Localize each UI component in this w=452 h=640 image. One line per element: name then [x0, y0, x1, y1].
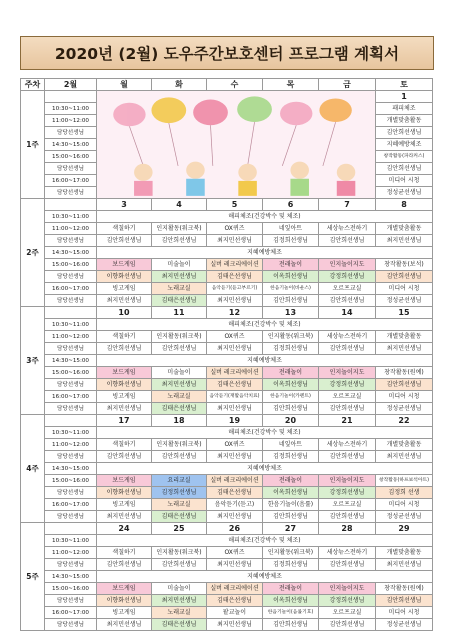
teacher-name: 최지민선생님: [207, 343, 263, 355]
time-slot: 담당선생님: [45, 271, 97, 283]
time-slot: 담당선생님: [45, 295, 97, 307]
program-activity: 인지활동(워크북): [152, 331, 207, 343]
month-blank: [45, 199, 97, 211]
program-activity: 이옥희선생님: [263, 595, 319, 607]
program-activity: 이옥희선생님: [263, 379, 319, 391]
program-activity: 김태은선생님: [152, 295, 207, 307]
program-activity: 세상뉴스전하기: [319, 439, 376, 451]
program-activity: 이향화선생님: [97, 379, 152, 391]
program-activity: 김태은선생님: [207, 487, 263, 499]
teacher-name: 음악듣기(듣고부르기): [207, 283, 263, 295]
teacher-name: 최지민선생님: [376, 451, 433, 463]
program-activity: 김안희선생님: [376, 379, 433, 391]
teacher-name: 미디어 시청: [376, 499, 433, 511]
teacher-name: 김안희선생님: [319, 343, 376, 355]
day-header-fri: 금: [319, 79, 376, 91]
teacher-name: 빙고게임: [97, 499, 152, 511]
teacher-name: 최지민선생님: [376, 559, 433, 571]
teacher-name: 실버 레크리에이션: [207, 259, 263, 271]
teacher-name: 김안희선생님: [319, 235, 376, 247]
program-activity: 정성균선생님: [376, 511, 433, 523]
time-slot: 10:30~11:00: [45, 103, 97, 115]
month-blank: [45, 91, 97, 103]
teacher-name: 전래놀이: [263, 259, 319, 271]
month-blank: [45, 415, 97, 427]
day-number: 7: [319, 199, 376, 211]
time-slot: 15:00~16:00: [45, 259, 97, 271]
teacher-name: 보드게임: [97, 475, 152, 487]
teacher-name: 실버 레크리에이션: [207, 475, 263, 487]
time-slot: 16:00~17:00: [45, 607, 97, 619]
program-activity: 강정희선생님: [319, 379, 376, 391]
program-activity: 인지활동(워크북): [152, 223, 207, 235]
dementia-prevention-exercise: 지혜예방체조: [97, 355, 433, 367]
time-slot: 15:00~16:00: [45, 583, 97, 595]
program-activity: 강정희선생님: [319, 271, 376, 283]
teacher-name: 김안희선생님: [152, 559, 207, 571]
program-activity: 색칠하기: [97, 331, 152, 343]
time-slot: 담당선생님: [45, 127, 97, 139]
time-slot: 14:30~15:00: [45, 355, 97, 367]
teacher-name: 김안희선생님: [97, 451, 152, 463]
time-slot: 담당선생님: [45, 403, 97, 415]
day-number: 5: [207, 199, 263, 211]
time-slot: 16:00~17:00: [45, 499, 97, 511]
day-number: 29: [376, 523, 433, 535]
day-number: 22: [376, 415, 433, 427]
day-number: 17: [97, 415, 152, 427]
happy-exercise-activity: 해피체조(건강박수 및 체조): [97, 535, 433, 547]
time-slot: 16:00~17:00: [45, 175, 97, 187]
teacher-name: 김안희선생님: [152, 451, 207, 463]
teacher-name: 한음기놀이(음률): [263, 499, 319, 511]
program-activity: 인지활동(워크북): [152, 547, 207, 559]
teacher-name: 창작활동(보석): [376, 259, 433, 271]
program-activity: 김안희선생님: [376, 271, 433, 283]
program-activity: 강정희선생님: [319, 487, 376, 499]
day-number: 8: [376, 199, 433, 211]
saturday-activity: 김안희선생님: [376, 127, 433, 139]
time-slot: 담당선생님: [45, 187, 97, 199]
month-blank: [45, 523, 97, 535]
teacher-name: 보드게임: [97, 367, 152, 379]
teacher-name: 미술놀이: [152, 259, 207, 271]
saturday-activity: 지혜예방체조: [376, 139, 433, 151]
day-header-tue: 화: [152, 79, 207, 91]
teacher-name: 한음기놀이(바운스): [263, 283, 319, 295]
day-header-sat: 토: [376, 79, 433, 91]
time-slot: 11:00~12:00: [45, 223, 97, 235]
program-activity: 김태은선생님: [207, 271, 263, 283]
teacher-name: 최지민선생님: [207, 559, 263, 571]
teacher-name: 김정희선생님: [263, 451, 319, 463]
time-slot: 담당선생님: [45, 163, 97, 175]
program-activity: 이옥희선생님: [263, 487, 319, 499]
teacher-name: 최지민선생님: [207, 235, 263, 247]
program-activity: 김태은선생님: [152, 619, 207, 631]
program-activity: 개별맞춤활동: [376, 547, 433, 559]
week-label: 2주: [21, 199, 45, 307]
time-slot: 담당선생님: [45, 343, 97, 355]
teacher-name: 보드게임: [97, 583, 152, 595]
program-activity: 김안희선생님: [319, 511, 376, 523]
program-activity: 김태은선생님: [207, 595, 263, 607]
program-activity: 최지민선생님: [207, 511, 263, 523]
day-number: 15: [376, 307, 433, 319]
program-activity: 색칠하기: [97, 223, 152, 235]
teacher-name: 빙고게임: [97, 607, 152, 619]
day-number: 24: [97, 523, 152, 535]
balloons-children-illustration: [97, 91, 375, 198]
week-header: 주차: [21, 79, 45, 91]
teacher-name: 실버 레크리에이션: [207, 367, 263, 379]
program-activity: 인지활동(워크북): [263, 547, 319, 559]
teacher-name: 인지놀이지도: [319, 259, 376, 271]
teacher-name: 한음기놀이(음률기호): [263, 607, 319, 619]
teacher-name: 음악듣기(듣고): [207, 499, 263, 511]
program-activity: 개별맞춤활동: [376, 223, 433, 235]
time-slot: 15:00~16:00: [45, 151, 97, 163]
program-activity: 네잎아트: [263, 439, 319, 451]
program-activity: 김안희선생님: [263, 511, 319, 523]
month-header: 2월: [45, 79, 97, 91]
program-activity: 최지민선생님: [152, 595, 207, 607]
program-activity: 최지민선생님: [97, 295, 152, 307]
teacher-name: 전래놀이: [263, 367, 319, 379]
teacher-name: 요리교실: [152, 475, 207, 487]
happy-exercise-activity: 해피체조(건강박수 및 체조): [97, 319, 433, 331]
teacher-name: 오르프교실: [319, 607, 376, 619]
time-slot: 11:00~12:00: [45, 115, 97, 127]
teacher-name: 팥교놀이: [207, 607, 263, 619]
teacher-name: 미술놀이: [152, 583, 207, 595]
teacher-name: 노래교실: [152, 391, 207, 403]
time-slot: 담당선생님: [45, 619, 97, 631]
time-slot: 담당선생님: [45, 559, 97, 571]
program-activity: 세상뉴스전하기: [319, 331, 376, 343]
program-activity: 네잎아트: [263, 223, 319, 235]
festival-illustration: [97, 91, 376, 199]
time-slot: 15:00~16:00: [45, 367, 97, 379]
program-activity: 김안희선생님: [319, 403, 376, 415]
saturday-activity: 개별맞춤활동: [376, 115, 433, 127]
program-activity: 이향화선생님: [97, 487, 152, 499]
teacher-name: 실버 레크리에이션: [207, 583, 263, 595]
program-activity: 정성균선생님: [376, 295, 433, 307]
dementia-prevention-exercise: 지혜예방체조: [97, 571, 433, 583]
day-number: 6: [263, 199, 319, 211]
program-schedule-table: [20, 78, 433, 631]
page-title: 2020년 (2월) 도우주간보호센터 프로그램 계획서: [20, 36, 434, 70]
saturday-activity: 김안희선생님: [376, 163, 433, 175]
program-activity: 세상뉴스전하기: [319, 223, 376, 235]
day-header-thu: 목: [263, 79, 319, 91]
happy-exercise-activity: 해피체조(건강박수 및 체조): [97, 427, 433, 439]
time-slot: 16:00~17:00: [45, 283, 97, 295]
saturday-activity: 패피체조: [376, 103, 433, 115]
day-number: 25: [152, 523, 207, 535]
saturday-activity: 정성균선생님: [376, 187, 433, 199]
teacher-name: 빙고게임: [97, 283, 152, 295]
day-number: 26: [207, 523, 263, 535]
teacher-name: 빙고게임: [97, 391, 152, 403]
day-number: 21: [319, 415, 376, 427]
teacher-name: 김안희선생님: [97, 559, 152, 571]
teacher-name: 미디어 시청: [376, 607, 433, 619]
time-slot: 10:30~11:00: [45, 319, 97, 331]
teacher-name: 오르프교실: [319, 499, 376, 511]
time-slot: 11:00~12:00: [45, 331, 97, 343]
program-activity: 김태은선생님: [152, 511, 207, 523]
time-slot: 담당선생님: [45, 379, 97, 391]
teacher-name: 최지민선생님: [376, 235, 433, 247]
day-header-mon: 월: [97, 79, 152, 91]
program-activity: 개별맞춤활동: [376, 439, 433, 451]
program-activity: 최지민선생님: [207, 295, 263, 307]
program-activity: OX퀴즈: [207, 547, 263, 559]
teacher-name: 인지놀이지도: [319, 475, 376, 487]
program-activity: OX퀴즈: [207, 223, 263, 235]
time-slot: 11:00~12:00: [45, 439, 97, 451]
teacher-name: 오르프교실: [319, 283, 376, 295]
program-activity: 정성균선생님: [376, 403, 433, 415]
week-label: 4주: [21, 415, 45, 523]
time-slot: 10:30~11:00: [45, 427, 97, 439]
program-activity: 최지민선생님: [97, 619, 152, 631]
dementia-prevention-exercise: 지혜예방체조: [97, 247, 433, 259]
program-activity: 김정희선생님: [152, 487, 207, 499]
time-slot: 10:30~11:00: [45, 535, 97, 547]
teacher-name: 미디어 시청: [376, 391, 433, 403]
program-activity: 김안희선생님: [263, 403, 319, 415]
time-slot: 14:30~15:00: [45, 571, 97, 583]
program-activity: 최지민선생님: [97, 403, 152, 415]
teacher-name: 김안희선생님: [152, 235, 207, 247]
teacher-name: 최지민선생님: [376, 343, 433, 355]
program-activity: 김안희선생님: [319, 295, 376, 307]
saturday-activity: 창작활동(파라커스): [376, 151, 433, 163]
time-slot: 16:00~17:00: [45, 391, 97, 403]
teacher-name: 김안희선생님: [319, 559, 376, 571]
teacher-name: 전래놀이: [263, 583, 319, 595]
program-activity: 최지민선생님: [207, 403, 263, 415]
time-slot: 14:30~15:00: [45, 247, 97, 259]
day-header-wed: 수: [207, 79, 263, 91]
teacher-name: 인지놀이지도: [319, 367, 376, 379]
program-activity: 김태은선생님: [207, 379, 263, 391]
time-slot: 담당선생님: [45, 595, 97, 607]
teacher-name: 음악듣기(재활음악치료): [207, 391, 263, 403]
time-slot: 14:30~15:00: [45, 463, 97, 475]
time-slot: 10:30~11:00: [45, 211, 97, 223]
time-slot: 담당선생님: [45, 487, 97, 499]
teacher-name: 창작활동(하프보석아트): [376, 475, 433, 487]
teacher-name: 보드게임: [97, 259, 152, 271]
teacher-name: 김안희선생님: [97, 235, 152, 247]
teacher-name: 한음기놀이(카펜트): [263, 391, 319, 403]
teacher-name: 김안희선생님: [319, 451, 376, 463]
program-activity: OX퀴즈: [207, 439, 263, 451]
program-activity: 색칠하기: [97, 547, 152, 559]
program-activity: 강정희선생님: [319, 595, 376, 607]
program-activity: 김안희선생님: [263, 619, 319, 631]
program-activity: 김안희선생님: [376, 595, 433, 607]
program-activity: 이향화선생님: [97, 271, 152, 283]
teacher-name: 김안희선생님: [97, 343, 152, 355]
program-activity: 세상뉴스전하기: [319, 547, 376, 559]
program-activity: 최지민선생님: [207, 619, 263, 631]
program-activity: 최지민선생님: [97, 511, 152, 523]
day-number: 12: [207, 307, 263, 319]
teacher-name: 미디어 시청: [376, 283, 433, 295]
program-activity: OX퀴즈: [207, 331, 263, 343]
month-blank: [45, 307, 97, 319]
program-activity: 인지활동(워크북): [152, 439, 207, 451]
day-number: 11: [152, 307, 207, 319]
teacher-name: 김정희선생님: [263, 343, 319, 355]
program-activity: 김안희선생님: [263, 295, 319, 307]
teacher-name: 노래교실: [152, 499, 207, 511]
teacher-name: 창작활동(원예): [376, 367, 433, 379]
program-activity: 김안희선생님: [319, 619, 376, 631]
time-slot: 담당선생님: [45, 235, 97, 247]
day-number: 14: [319, 307, 376, 319]
week-label: 1주: [21, 91, 45, 199]
day-number: 27: [263, 523, 319, 535]
day-number: 28: [319, 523, 376, 535]
teacher-name: 창작활동(원예): [376, 583, 433, 595]
week-label: 3주: [21, 307, 45, 415]
day-number: 4: [152, 199, 207, 211]
week-label: 5주: [21, 523, 45, 631]
program-activity: 김태은선생님: [152, 403, 207, 415]
day-number: 18: [152, 415, 207, 427]
time-slot: 15:00~16:00: [45, 475, 97, 487]
happy-exercise-activity: 해피체조(건강박수 및 체조): [97, 211, 433, 223]
teacher-name: 오르프교실: [319, 391, 376, 403]
program-activity: 김정희 선생: [376, 487, 433, 499]
time-slot: 11:00~12:00: [45, 547, 97, 559]
time-slot: 14:30~15:00: [45, 139, 97, 151]
day-number: 19: [207, 415, 263, 427]
day-number: 1: [376, 91, 433, 103]
teacher-name: 최지민선생님: [207, 451, 263, 463]
teacher-name: 김정희선생님: [263, 235, 319, 247]
day-number: 3: [97, 199, 152, 211]
time-slot: 담당선생님: [45, 451, 97, 463]
teacher-name: 인지놀이지도: [319, 583, 376, 595]
program-activity: 정성균선생님: [376, 619, 433, 631]
day-number: 20: [263, 415, 319, 427]
teacher-name: 미술놀이: [152, 367, 207, 379]
saturday-activity: 미디어 시청: [376, 175, 433, 187]
program-activity: 이향화선생님: [97, 595, 152, 607]
program-activity: 개별맞춤활동: [376, 331, 433, 343]
program-activity: 색칠하기: [97, 439, 152, 451]
teacher-name: 전래놀이: [263, 475, 319, 487]
dementia-prevention-exercise: 지혜예방체조: [97, 463, 433, 475]
teacher-name: 노래교실: [152, 607, 207, 619]
program-activity: 최지민선생님: [152, 271, 207, 283]
teacher-name: 김안희선생님: [152, 343, 207, 355]
program-activity: 이옥희선생님: [263, 271, 319, 283]
teacher-name: 김정희선생님: [263, 559, 319, 571]
day-number: 13: [263, 307, 319, 319]
program-activity: 인지활동(워크북): [263, 331, 319, 343]
teacher-name: 노래교실: [152, 283, 207, 295]
time-slot: 담당선생님: [45, 511, 97, 523]
day-number: 10: [97, 307, 152, 319]
program-activity: 최지민선생님: [152, 379, 207, 391]
